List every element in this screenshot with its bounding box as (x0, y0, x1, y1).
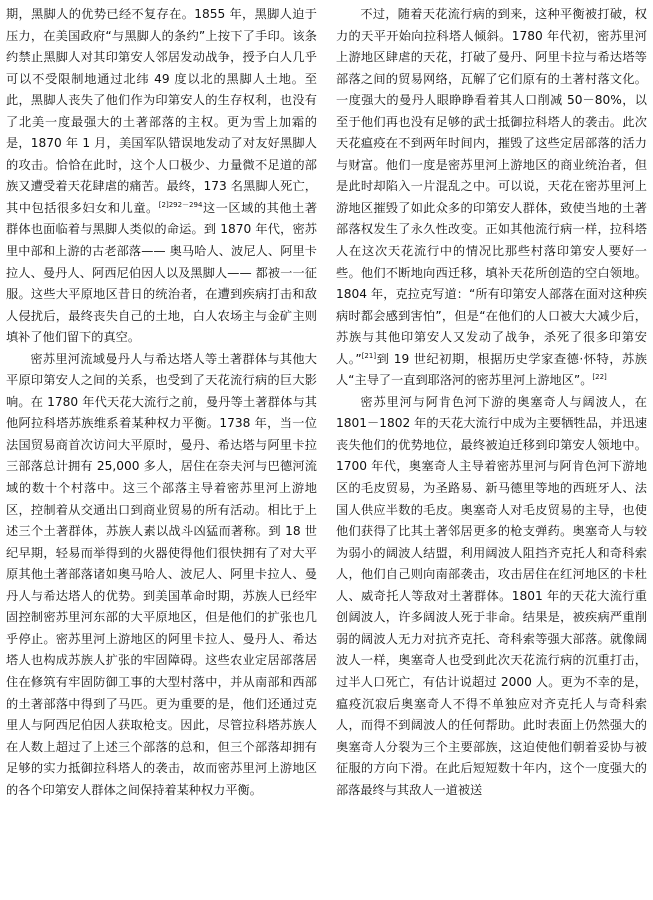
left-column (6, 4, 317, 801)
paragraph-text-continued: 这一区域的其他土著群体也面临着与黑脚人类似的命运。到 1870 年代，密苏里中部和上游的古老部落—— 奥马哈人、波尼人、阿里卡拉人、曼丹人、阿西尼伯因人以及黑脚人—— 都被一一征服。这些大平原地区昔日的统治者，在遭到疾病打击和敌人侵扰后，最终丧失自己的土地，白人农场主与金矿主则填补了他们留下的真空。 (6, 200, 318, 345)
paragraph-text: 密苏里河流域曼丹人与希达塔人等土著群体与其他大平原印第安人之间的关系，也受到了天花流行病的巨大影响。在 1780 年代天花大流行之前，曼丹等土著群体与其他阿拉科塔苏族维系着某种权力平衡。1738 年，当一位法国贸易商首次访问大平原时，曼丹、希达塔与阿里卡拉三部落总计拥有 25,000 多人，居住在奈夫河与巴德河流域的数十个村落中。这三个部落主导着密苏里河上游地区，控制着从交通出口到商业贸易的所有活动。相比于上述三个土著群体，苏族人素以战斗凶猛而著称。到 18 世纪早期，轻易而举得到的火器使得他们很快拥有了对大平原其他土著部落诸如奥马哈人、波尼人、阿里卡拉人、曼丹人与希达塔人的优势。到美国革命时期，苏族人已经牢固控制密苏里河东部的大平原地区，但是他们的扩张也几乎停止。密苏里河上游地区的阿里卡拉人、曼丹人、希达塔人也构成苏族人扩张的牢固障碍。这些农业定居部落居住在修筑有牢固防御工事的大型村落中，并从南部和西部的土著部落中得到了马匹。更为重要的是，他们还通过克里人与阿西尼伯因人获取枪支。因此，尽管拉科塔苏族人在人数上超过了上述三个部落的总和，但三个部落却拥有足够的实力抵御拉科塔人的袭击，故而密苏里河上游地区的各个印第安人群体之间保持着某种权力平衡。 (6, 351, 317, 797)
citation: [21] (361, 351, 377, 360)
paragraph-text: 不过，随着天花流行病的到来，这种平衡被打破，权力的天平开始向拉科塔人倾斜。1780 年代初，密苏里河上游地区肆虐的天花，打破了曼丹、阿里卡拉与希达塔等部落之间的贸易网络，瓦解了它们原有的土著村落文化。一度强大的曼丹人眼睁睁看着其人口削减 50－80%，以至于他们再也没有足够的武士抵御拉科塔人的袭击。此次天花瘟疫在不到两年时间内，摧毁了这些定居部落的活力与财富。他们一度是密苏里河上游地区的商业统治者，但是此时却陷入一片混乱之中。可以说，天花在密苏里河上游地区摧毁了如此众多的印第安人群体，致使当地的土著部落权发生了永久性改变。正如其他流行病一样，拉科塔人在这次天花流行中的情况比那些村落印第安人要好一些。他们不断地向西迁移，填补天花所创造的空白领地。1804 年，克拉克写道：“所有印第安人部落在面对这种疾病时都会感到害怕”，但是“在他们的人口被大大减少后，苏族与其他印第安人又发动了战争，杀死了很多印第安人。” (336, 7, 647, 366)
citation: [22] (592, 373, 607, 382)
paragraph-text: 密苏里河与阿肯色河下游的奥塞奇人与阔波人，在 1801－1802 年的天花大流行中成为主要牺牲品，并迅速丧失他们的优势地位，最终被迫迁移到印第安人领地中。1700 年代，奥塞奇人主导着密苏里河与阿肯色河下游地区的毛皮贸易，为圣路易、新马德里等地的西班牙人、法国人供应半数的毛皮。奥塞奇人对毛皮贸易的主导，也使他们获得了比其土著邻居更多的枪支弹药。奥塞奇人与较为弱小的阔波人结盟，利用阔波人阻挡齐克托人和奇科索人，他们自己则向南部袭击，攻击居住在红河地区的卡杜人、威奇托人等敌对土著群体。1801 年的天花大流行重创阔波人，许多阔波人死于非命。结果是，被疾病严重削弱的阔波人无力对抗齐克托、奇科索等强大部落。就像阔波人一样，奥塞奇人也受到此次天花流行病的沉重打击，过半人口死亡，有估计说超过 2000 人。更为不幸的是，瘟疫沉寂后奥塞奇人不得不单独应对齐克托人与奇科索人，而得不到阔波人的任何帮助。此时表面上仍然强大的奥塞奇人分裂为三个主要部族，这迫使他们朝着妥协与被征服的方向下滑。在此后短短数十年内，这个一度强大的部落最终与其敌人一道被送 (336, 394, 647, 797)
right-column (336, 4, 647, 801)
paragraph-text-continued: 到 19 世纪初期，根据历史学家查德·怀特，苏族人“主导了一直到耶洛河的密苏里河上游地区”。 (336, 351, 647, 388)
citation: [2]292－294 (158, 200, 203, 209)
paragraph (336, 4, 647, 392)
paragraph (6, 4, 317, 349)
paragraph-text: 期，黑脚人的优势已经不复存在。1855 年，黑脚人迫于压力，在美国政府“与黑脚人的条约”上按下了手印。该条约禁止黑脚人对其印第安人邻居发动战争，授予白人几乎可以不受限制地通过北纬 49 度以北的黑脚人土地。至此，黑脚人丧失了他们作为印第安人的生存权利，也没有了北美一度最强大的土著部落的主权。更为雪上加霜的是，1870 年 1 月，美国军队错误地发动了对友好黑脚人的攻击。恰恰在此时，这个人口极少、力量微不足道的部族又遭受着天花肆虐的痛苦。最终，173 名黑脚人死亡，其中包括很多妇女和儿童。 (6, 7, 317, 215)
paragraph (336, 392, 647, 801)
paragraph (6, 349, 317, 801)
